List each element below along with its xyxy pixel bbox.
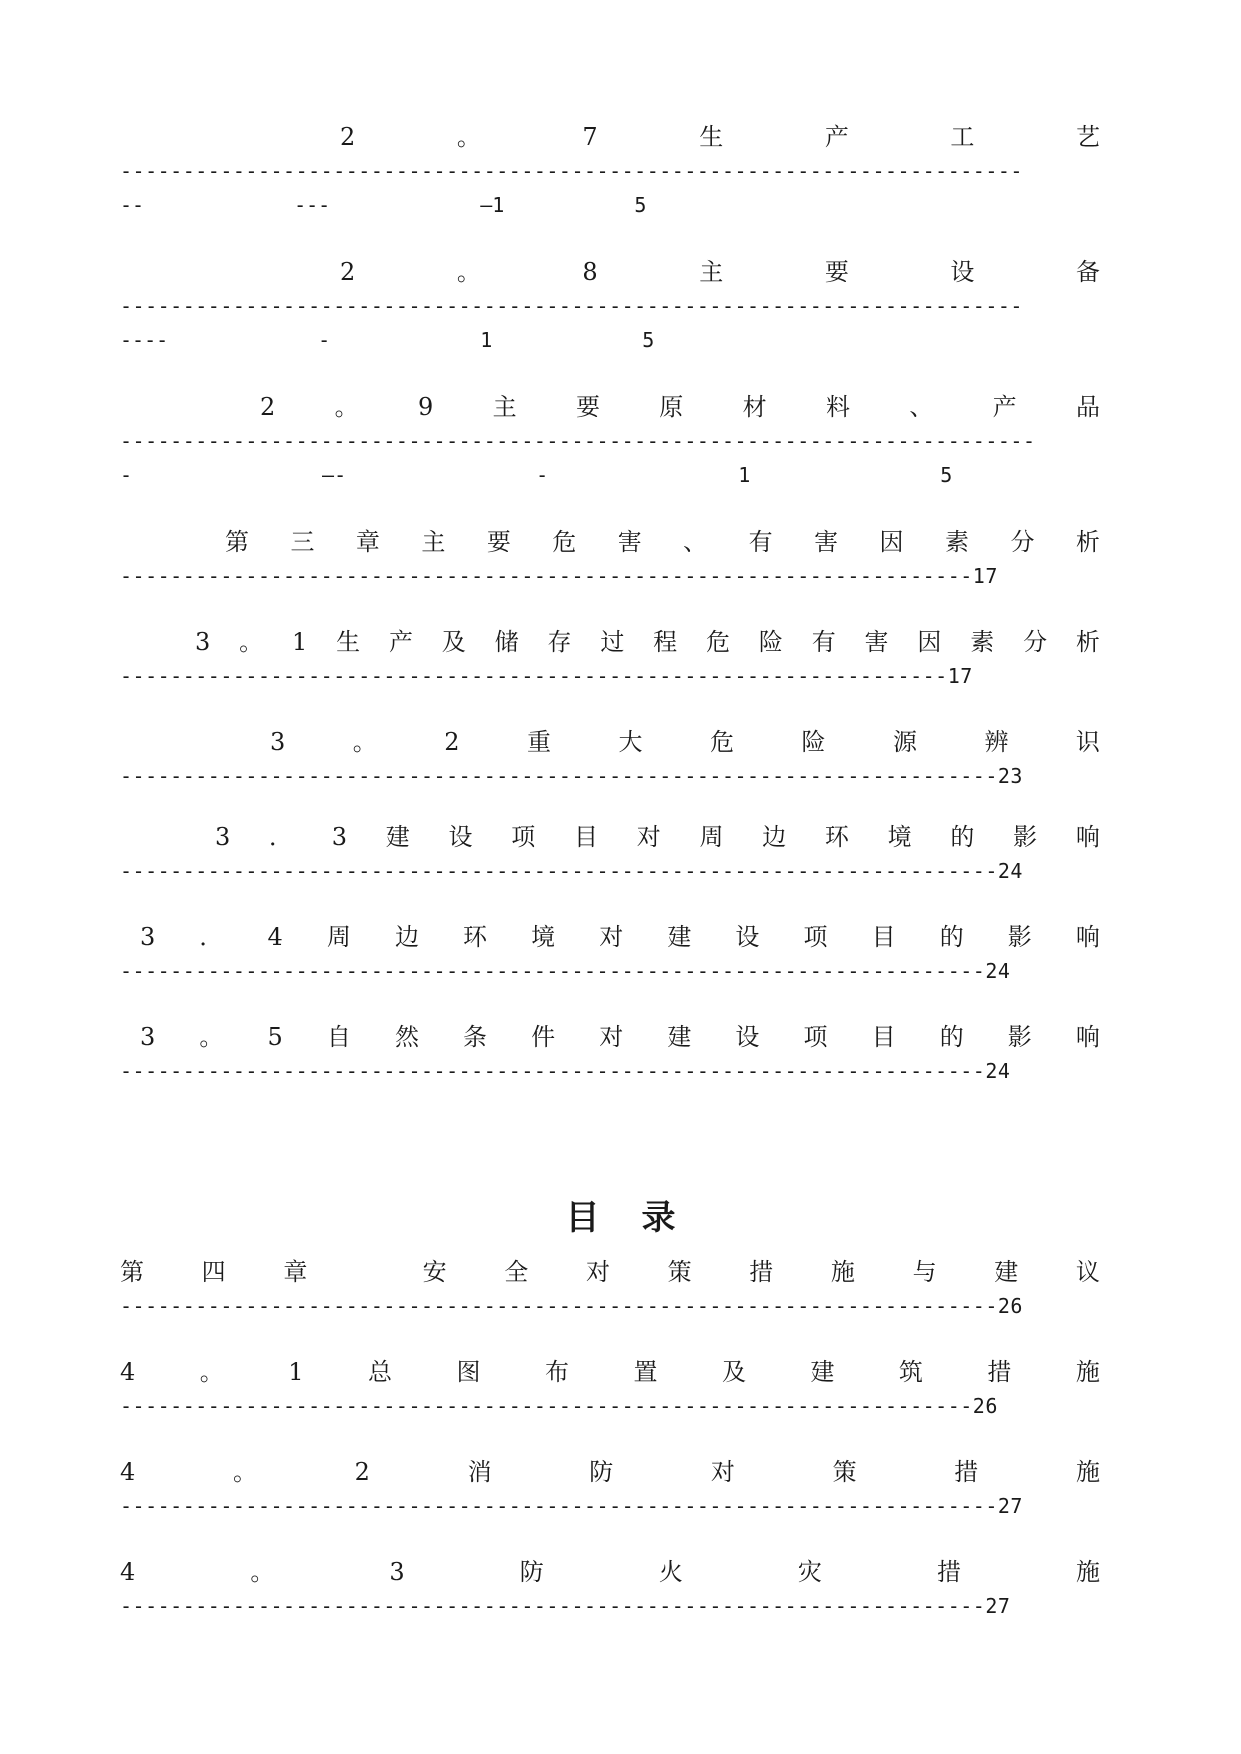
toc-title-char: 环 <box>824 823 849 851</box>
toc-title-char: 。 <box>334 393 359 421</box>
toc-title-char: 防 <box>589 1458 614 1486</box>
toc-title-char: 施 <box>1075 1458 1100 1486</box>
toc-title-char: 然 <box>394 1023 419 1051</box>
toc-entry-title <box>120 1355 1100 1389</box>
toc-title-char: 措 <box>954 1458 979 1486</box>
toc-title-char: 因 <box>879 528 904 556</box>
toc-entry[interactable] <box>120 920 1100 988</box>
toc-title-char: 防 <box>519 1558 544 1586</box>
toc-title-char: 。 <box>239 628 264 656</box>
toc-title-char: 对 <box>599 1023 624 1051</box>
toc-title-char: 险 <box>801 728 826 756</box>
toc-title-char: 边 <box>762 823 787 851</box>
toc-title-char: 。 <box>232 1458 257 1486</box>
toc-title-char: 过 <box>600 628 625 656</box>
toc-title-char: 主 <box>492 393 517 421</box>
toc-continuation-fragment: - <box>536 463 549 487</box>
toc-title-char: 析 <box>1075 628 1100 656</box>
toc-title-char: 第 <box>225 528 249 556</box>
toc-entry-title <box>120 820 1100 854</box>
toc-continuation-fragment: - <box>318 328 331 352</box>
toc-title-char: 3 <box>140 1023 156 1051</box>
toc-title-char: 境 <box>887 823 912 851</box>
toc-title-char: 目 <box>871 923 896 951</box>
toc-title-char: 产 <box>992 393 1017 421</box>
toc-title-char: 重 <box>527 728 552 756</box>
toc-entry-title <box>120 255 1100 289</box>
toc-continuation-fragment: —- <box>322 463 347 487</box>
toc-title-char: 险 <box>758 628 783 656</box>
toc-leader-continuation <box>120 458 1100 492</box>
toc-title-char: 设 <box>950 258 975 286</box>
toc-entry[interactable] <box>120 120 1100 222</box>
toc-title-char: 目 <box>573 823 598 851</box>
toc-title-char: 布 <box>544 1358 569 1386</box>
toc-title-char: 辨 <box>984 728 1009 756</box>
toc-title-char: 项 <box>803 923 828 951</box>
toc-title-char: 。 <box>456 258 481 286</box>
toc-title-char: 响 <box>1075 1023 1100 1051</box>
toc-entry[interactable] <box>120 725 1100 793</box>
toc-title-char: 主 <box>421 528 446 556</box>
toc-title-char: 章 <box>355 528 380 556</box>
toc-title-char: 要 <box>575 393 600 421</box>
toc-title-char: 大 <box>618 728 643 756</box>
toc-title-char: 灾 <box>797 1558 822 1586</box>
toc-entry-title <box>120 120 1100 154</box>
toc-title-char: 对 <box>710 1458 735 1486</box>
toc-title-char: 危 <box>709 728 734 756</box>
toc-title-char: 响 <box>1075 823 1100 851</box>
toc-continuation-fragment: - <box>120 463 133 487</box>
toc-title-char: 建 <box>810 1358 835 1386</box>
toc-title-char: 3 <box>195 628 211 656</box>
toc-title-char: 。 <box>352 728 377 756</box>
toc-title-char: 3 <box>140 923 156 951</box>
toc-title-char: 置 <box>633 1358 658 1386</box>
toc-title-char: 火 <box>658 1558 683 1586</box>
toc-leader-with-page-number: ---------------------------------------------------------------------24 <box>120 959 1011 983</box>
toc-title-char: 要 <box>486 528 511 556</box>
toc-entry-title <box>120 1020 1100 1054</box>
toc-title-char: 产 <box>824 123 849 151</box>
toc-title-char: 有 <box>811 628 836 656</box>
toc-title-char: 源 <box>892 728 917 756</box>
toc-leader-with-page-number: --------------------------------------------------------------------17 <box>120 564 998 588</box>
toc-title-char: 的 <box>950 823 975 851</box>
toc-title-char: 总 <box>368 1358 393 1386</box>
toc-entry[interactable] <box>120 525 1100 593</box>
toc-title-char: 2 <box>340 123 356 151</box>
toc-title-char: 生 <box>336 628 361 656</box>
toc-title-char: 施 <box>830 1258 855 1286</box>
toc-title-char: 分 <box>1023 628 1048 656</box>
toc-title-char: 3 <box>215 823 231 851</box>
toc-title-char: 4 <box>267 923 283 951</box>
toc-title-char: 措 <box>936 1558 961 1586</box>
toc-title-char: 项 <box>803 1023 828 1051</box>
toc-continuation-fragment: 5 <box>634 193 647 217</box>
toc-continuation-fragment: --- <box>294 193 331 217</box>
toc-title-char: 、 <box>909 393 934 421</box>
toc-leader-with-page-number: --------------------------------------------------------------------26 <box>120 1394 998 1418</box>
toc-title-char: 1 <box>288 1358 304 1386</box>
toc-title-char: 原 <box>659 393 684 421</box>
toc-title-char: 措 <box>749 1258 774 1286</box>
toc-title-char: 危 <box>552 528 577 556</box>
toc-title-char: 8 <box>582 258 598 286</box>
toc-title-char: 。 <box>250 1558 275 1586</box>
toc-continuation-fragment: -- <box>120 193 145 217</box>
toc-title-char: 章 <box>283 1258 308 1286</box>
toc-title-char: 与 <box>912 1258 937 1286</box>
toc-title-char: 境 <box>531 923 556 951</box>
toc-title-char: 周 <box>326 923 351 951</box>
toc-continuation-fragment: ---- <box>120 328 169 352</box>
toc-title-char: 项 <box>511 823 536 851</box>
toc-title-char: 及 <box>721 1358 746 1386</box>
toc-title-char: 筑 <box>898 1358 923 1386</box>
toc-title-char: 对 <box>599 923 624 951</box>
toc-title-char: 策 <box>667 1258 692 1286</box>
toc-title-char: 材 <box>742 393 767 421</box>
toc-entry[interactable] <box>120 820 1100 888</box>
toc-entry-title <box>120 920 1100 954</box>
toc-title-char: 料 <box>825 393 850 421</box>
toc-title-char: 。 <box>199 1358 224 1386</box>
toc-title-char: 生 <box>699 123 724 151</box>
toc-entry[interactable] <box>120 1255 1100 1323</box>
toc-title-char: 条 <box>463 1023 488 1051</box>
toc-title-char: 害 <box>814 528 839 556</box>
toc-leader-with-page-number: ------------------------------------------------------------------17 <box>120 664 973 688</box>
toc-title-char: 分 <box>1010 528 1035 556</box>
toc-title-char: 程 <box>653 628 678 656</box>
toc-continuation-fragment: 1 <box>480 328 493 352</box>
toc-title-char: 1 <box>291 628 308 656</box>
toc-entry[interactable] <box>120 390 1100 492</box>
toc-title-char: 及 <box>441 628 466 656</box>
toc-title-char: 周 <box>699 823 724 851</box>
toc-title-char: 析 <box>1075 528 1100 556</box>
toc-title-char: 识 <box>1075 728 1100 756</box>
toc-title-char: 响 <box>1075 923 1100 951</box>
toc-title-char: 全 <box>504 1258 529 1286</box>
toc-title-char: 件 <box>531 1023 556 1051</box>
toc-title-char: 3 <box>331 823 348 851</box>
toc-title-char: 建 <box>667 923 692 951</box>
toc-title-char: 3 <box>389 1558 405 1586</box>
toc-title-char: 四 <box>201 1258 226 1286</box>
toc-leader-with-page-number: ---------------------------------------------------------------------24 <box>120 1059 1011 1083</box>
toc-continuation-fragment: —1 <box>480 193 505 217</box>
toc-title-char: 自 <box>326 1023 351 1051</box>
toc-title-char: ． <box>269 823 294 851</box>
toc-entry-title <box>120 1555 1100 1589</box>
toc-entry-title <box>120 1255 1100 1289</box>
toc-title-char: 要 <box>824 258 849 286</box>
toc-title-char: 措 <box>987 1358 1012 1386</box>
toc-title-char: 危 <box>706 628 730 656</box>
toc-title-char: 影 <box>1013 823 1038 851</box>
toc-leader-with-page-number: ----------------------------------------------------------------------24 <box>120 859 1023 883</box>
toc-entry[interactable] <box>120 1020 1100 1088</box>
toc-entry-title <box>120 1455 1100 1489</box>
toc-title-char: 策 <box>832 1458 857 1486</box>
toc-title-char: 害 <box>617 528 642 556</box>
toc-title-char: 7 <box>582 123 598 151</box>
toc-title-char: 边 <box>394 923 419 951</box>
page-heading: 目录 <box>565 1198 718 1238</box>
toc-title-char: ． <box>199 923 224 951</box>
toc-title-char: 三 <box>290 528 315 556</box>
toc-title-char: 主 <box>699 258 724 286</box>
toc-continuation-fragment: 5 <box>642 328 655 352</box>
toc-title-char: 影 <box>1007 923 1032 951</box>
toc-title-char: 2 <box>444 728 460 756</box>
toc-title-char: 素 <box>970 628 995 656</box>
toc-title-char: 。 <box>199 1023 224 1051</box>
toc-title-char: 因 <box>917 628 942 656</box>
toc-leader-with-page-number: ----------------------------------------------------------------------26 <box>120 1294 1023 1318</box>
toc-title-char: 工 <box>950 123 975 151</box>
toc-leader-with-page-number: ------------------------------------------------------------------------ <box>120 159 1023 183</box>
toc-title-char: 2 <box>260 393 276 421</box>
toc-title-char: 设 <box>735 923 760 951</box>
toc-title-char: 5 <box>267 1023 283 1051</box>
toc-title-char: 存 <box>547 628 572 656</box>
toc-title-char: 、 <box>683 528 708 556</box>
toc-entry[interactable] <box>120 625 1100 693</box>
toc-title-char: 害 <box>864 628 889 656</box>
toc-title-char: 的 <box>939 923 964 951</box>
toc-continuation-fragment: 1 <box>738 463 751 487</box>
toc-entry-title <box>120 725 1100 759</box>
toc-title-char: 安 <box>422 1258 447 1286</box>
toc-title-char: 目 <box>871 1023 896 1051</box>
toc-leader-with-page-number: ------------------------------------------------------------------------- <box>120 429 1036 453</box>
toc-entry[interactable] <box>120 1555 1100 1623</box>
toc-title-char: 环 <box>463 923 488 951</box>
toc-leader-with-page-number: ------------------------------------------------------------------------ <box>120 294 1023 318</box>
toc-title-char: 有 <box>748 528 773 556</box>
toc-entry-title <box>120 390 1100 424</box>
toc-title-char: 对 <box>585 1258 610 1286</box>
toc-title-char: 。 <box>456 123 481 151</box>
toc-title-char: 的 <box>939 1023 964 1051</box>
toc-entry-title <box>120 625 1100 659</box>
toc-title-char: 4 <box>120 1558 136 1586</box>
toc-entry[interactable] <box>120 1355 1100 1423</box>
toc-leader-with-page-number: ----------------------------------------------------------------------23 <box>120 764 1023 788</box>
toc-entry[interactable] <box>120 255 1100 357</box>
toc-title-char: 4 <box>120 1358 136 1386</box>
toc-title-char: 建 <box>994 1258 1019 1286</box>
toc-entry-title <box>120 525 1100 559</box>
toc-title-char: 对 <box>636 823 661 851</box>
toc-title-char: 9 <box>417 393 434 421</box>
toc-title-char: 消 <box>467 1458 492 1486</box>
toc-title-char: 施 <box>1076 1558 1100 1586</box>
toc-title-char: 第 <box>120 1258 144 1286</box>
toc-title-char: 施 <box>1075 1358 1100 1386</box>
toc-title-char: 备 <box>1075 258 1100 286</box>
toc-title-char: 议 <box>1075 1258 1100 1286</box>
toc-title-char: 设 <box>735 1023 760 1051</box>
toc-title-char: 3 <box>270 728 286 756</box>
toc-title-char: 2 <box>354 1458 370 1486</box>
toc-title-char: 储 <box>494 628 519 656</box>
toc-title-char: 产 <box>388 628 413 656</box>
toc-title-char: 建 <box>385 823 410 851</box>
toc-leader-with-page-number: ----------------------------------------------------------------------27 <box>120 1494 1023 1518</box>
toc-title-char: 影 <box>1007 1023 1032 1051</box>
toc-title-char: 建 <box>667 1023 692 1051</box>
toc-title-char: 4 <box>120 1458 136 1486</box>
toc-title-char: 2 <box>340 258 356 286</box>
toc-title-char: 品 <box>1076 393 1100 421</box>
toc-title-char: 设 <box>448 823 473 851</box>
toc-leader-continuation <box>120 323 1100 357</box>
toc-title-char: 图 <box>456 1358 481 1386</box>
toc-leader-with-page-number: ---------------------------------------------------------------------27 <box>120 1594 1011 1618</box>
toc-entry[interactable] <box>120 1455 1100 1523</box>
toc-leader-continuation <box>120 188 1100 222</box>
toc-title-char: 素 <box>944 528 969 556</box>
toc-continuation-fragment: 5 <box>940 463 953 487</box>
toc-title-char: 艺 <box>1075 123 1100 151</box>
